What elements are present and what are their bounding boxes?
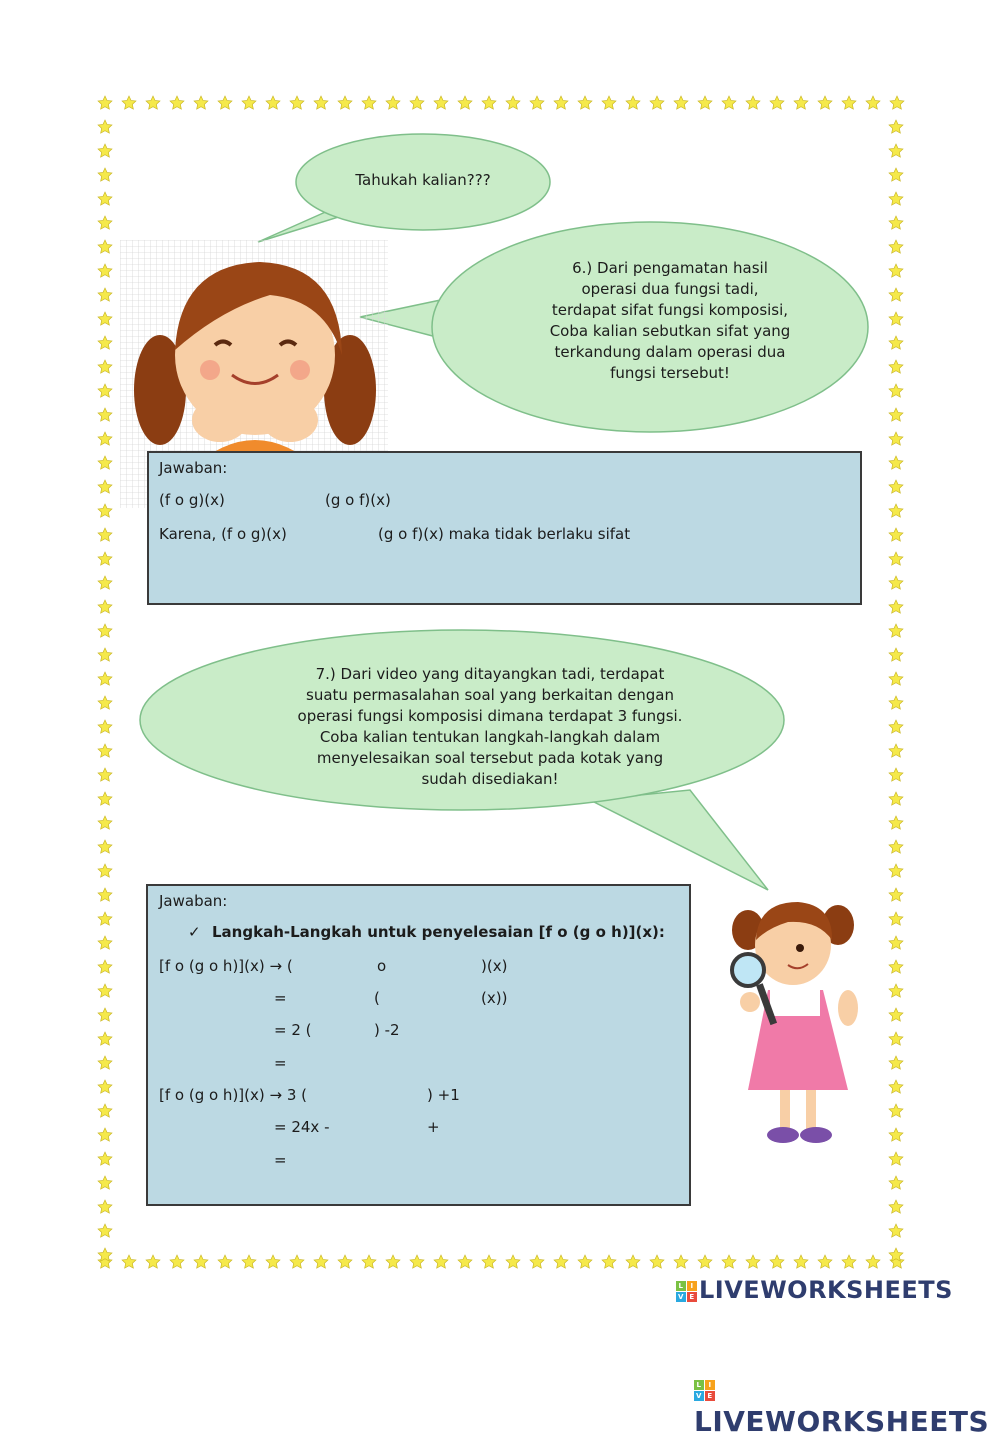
step-line: [f o (g o h)](x) → 3 (: [159, 1086, 307, 1104]
step-line: (x)): [481, 989, 508, 1007]
karena-expression: Karena, (f o g)(x): [159, 525, 287, 543]
answer-heading: Jawaban:: [159, 892, 228, 910]
step-line: o: [377, 957, 387, 975]
q7-line: suatu permasalahan soal yang berkaitan dengan: [306, 686, 674, 704]
bubble-tahukah-text: Tahukah kalian???: [355, 171, 491, 189]
conclusion-text: (g o f)(x) maka tidak berlaku sifat: [378, 525, 631, 543]
step-line: =: [274, 989, 287, 1007]
step-line: (: [374, 989, 380, 1007]
logo-letter: L: [676, 1281, 686, 1291]
step-line: = 24x -: [274, 1118, 330, 1136]
steps-title: Langkah-Langkah untuk penyelesaian [f o (g o h)](x):: [212, 923, 665, 941]
q6-line: Coba kalian sebutkan sifat yang: [549, 322, 791, 340]
q6-line: terkandung dalam operasi dua: [554, 343, 786, 361]
step-line: =: [274, 1054, 287, 1072]
logo-letter: I: [705, 1380, 715, 1390]
brand-text: LIVEWORKSHEETS: [694, 1405, 990, 1438]
q6-line: terdapat sifat fungsi komposisi,: [551, 301, 789, 319]
step-line: +: [427, 1118, 440, 1136]
fog-expression: (f o g)(x): [159, 491, 225, 509]
liveworksheets-logo-footer: [694, 1372, 1000, 1438]
logo-letter: V: [676, 1292, 686, 1302]
step-line: = 2 (: [274, 1021, 312, 1039]
answer-box-6: [147, 451, 862, 605]
step-line: )(x): [481, 957, 508, 975]
liveworksheets-logo: [676, 1276, 953, 1304]
step-line: =: [274, 1151, 287, 1169]
q7-line: sudah disediakan!: [421, 770, 559, 788]
step-line: [f o (g o h)](x) → (: [159, 957, 293, 975]
step-line: ) +1: [427, 1086, 460, 1104]
logo-letter: I: [687, 1281, 697, 1291]
q6-line: 6.) Dari pengamatan hasil: [572, 259, 768, 277]
bubble-question-6-text: [520, 258, 820, 384]
answer-box-7: [146, 884, 691, 1206]
logo-letter: V: [694, 1391, 704, 1401]
liveworksheets-logo-icon: [694, 1380, 715, 1401]
logo-letter: E: [687, 1292, 697, 1302]
step-line: ) -2: [374, 1021, 400, 1039]
answer-heading: Jawaban:: [159, 459, 228, 477]
q6-line: fungsi tersebut!: [610, 364, 730, 382]
logo-letter: E: [705, 1391, 715, 1401]
brand-text: LIVEWORKSHEETS: [699, 1276, 953, 1304]
q7-line: 7.) Dari video yang ditayangkan tadi, terdapat: [315, 665, 665, 683]
liveworksheets-logo-icon: [676, 1281, 697, 1302]
q6-line: operasi dua fungsi tadi,: [581, 280, 759, 298]
check-icon: ✓: [188, 923, 201, 941]
bubble-question-7-text: [260, 664, 720, 790]
q7-line: Coba kalian tentukan langkah-langkah dalam: [319, 728, 661, 746]
gof-expression: (g o f)(x): [325, 491, 391, 509]
magnifier-girl-illustration: [728, 890, 868, 1152]
q7-line: menyelesaikan soal tersebut pada kotak yang: [316, 749, 664, 767]
q7-line: operasi fungsi komposisi dimana terdapat 3 fungsi.: [297, 707, 683, 725]
logo-letter: L: [694, 1380, 704, 1390]
